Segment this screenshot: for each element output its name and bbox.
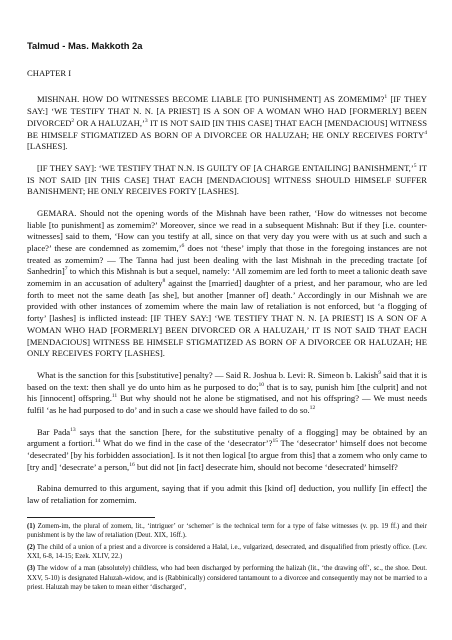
footnote-number: (3) — [27, 565, 36, 573]
footnote-ref[interactable]: 10 — [258, 381, 265, 388]
footnote-number: (1) — [27, 522, 36, 530]
paragraph-text: What do we find in the case of the ‘desecrator’? — [100, 438, 273, 449]
paragraph-gemara-1 — [27, 208, 427, 360]
footnote — [27, 564, 427, 592]
footnote-number: (2) — [27, 544, 36, 552]
body-text — [27, 94, 427, 506]
footnote-ref[interactable]: 2 — [71, 117, 75, 124]
paragraph-gemara-4 — [27, 483, 427, 506]
footnote-ref[interactable]: 9 — [378, 370, 382, 377]
footnotes — [27, 522, 427, 592]
footnote — [27, 522, 427, 540]
paragraph-gemara-3 — [27, 427, 427, 474]
paragraph-text: Bar Pada — [37, 426, 71, 437]
paragraph-text: does not ‘these’ imply that those in the foregoing instances are not treated as zomemim? — The Tanna had just been dealing with the last Mishnah in the preceding tractate [of Sanhedrin] — [27, 243, 428, 277]
footnote-ref[interactable]: 4 — [424, 129, 427, 136]
paragraph-text: that is to say, punish him [the culprit] and not his [innocent] offspring. — [27, 381, 427, 404]
document-title: Talmud - Mas. Makkoth 2a — [27, 40, 143, 51]
footnote-ref[interactable]: 15 — [272, 438, 279, 445]
paragraph-text: But why should not he alone be stigmatised, and not his offspring? — We must needs fulfil ‘as he had purposed to do’ and in such a case we should have failed to do so. — [27, 393, 427, 415]
paragraph-text: The ‘desecrator’ himself does not become ‘desecrated’ [by his forbidden association]. Is it not then logical [to argue from this] that a zomem who only came to [try and] ‘desecrate’ a person, — [27, 438, 427, 472]
paragraph-text: [IF THEY SAY]: ‘WE TESTIFY THAT N.N. IS GUILTY OF [A CHARGE ENTAILING] BANISHMENT,’ — [37, 162, 414, 173]
paragraph-text: [IF THEY SAY:] ‘WE TESTIFY THAT N. N. [A PRIEST] IS A SON OF A WOMAN WHO HAD [FORMERLY] BEEN DIVORCED — [27, 94, 427, 128]
footnote — [27, 543, 427, 561]
paragraph-mishnah-1 — [27, 94, 427, 152]
footnote-ref[interactable]: 5 — [413, 163, 417, 170]
footnote-ref[interactable]: 1 — [384, 94, 388, 101]
footnote-text: The widow of a man (absolutely) childless, who had been discharged by performing the halizah (lit., ‘the drawing off’, sc., the shoe. Deut. XXV, 5-10) is designated Haluzah-widow, and is (Rabbinically) considered tantamount to a divorcee and consequently may not be married to a priest. Haluzah may be taken to mean either ‘discharged’, — [27, 565, 427, 591]
footnote-ref[interactable]: 14 — [94, 438, 101, 445]
paragraph-text: IT IS NOT SAID [IN THIS CASE] THAT EACH [MENDACIOUS] WITNESS BE HIMSELF STIGMATIZED AS BORN OF A DIVORCEE OR HALUZAH; HE ONLY RECEIVES FORTY — [27, 117, 427, 140]
footnote-ref[interactable]: 8 — [162, 278, 166, 285]
paragraph-text: against the [married] daughter of a priest, and her paramour, who are led forth to meet not the same death [as she], but another [manner of] death.’ Accordingly in our Mishnah we are provided with other instances of zomemim where the main law of retaliation is not enforced, but ‘a flogging of forty’ [lashes] is inflicted instead: [IF THEY SAY:] ‘WE TESTIFY THAT N. N. [A PRIEST] IS A SON OF A WOMAN WHO HAD [FORMERLY] BEEN DIVORCED OR A HALUZAH,’ IT IS NOT SAID THAT EACH [MENDACIOUS] WITNESS BE HIMSELF STIGMATIZED AS BORN OF A DIVORCEE OR HALUZAH; HE ONLY RECEIVES FORTY [LASHES]. — [27, 278, 427, 359]
footnote-text: The child of a union of a priest and a divorcee is considered a Halal, i.e., vulgarized, desecrated, and disqualified from priestly office. (Lev. XXI, 6-8, 14-15; Ezek. XLIV, 22.) — [27, 544, 427, 561]
chapter-heading: CHAPTER I — [27, 67, 72, 78]
footnote-ref[interactable]: 16 — [129, 461, 135, 468]
footnote-text: Zomem-im, the plural of zomem, lit., ‘intriguer’ or ‘schemer’ is the technical term for a type of false witnesses (v. pp. 19 ff.) and their punishment is by the law of retaliation (Deut. XIX, 16ff.). — [27, 522, 427, 539]
footnote-divider — [27, 517, 155, 518]
paragraph-text: to which this Mishnah is but a sequel, namely: ‘All zomemim are led forth to meet a talionic death save zomemim in an accusation of adultery — [27, 266, 427, 289]
footnote-ref[interactable]: 11 — [111, 393, 118, 400]
footnote-ref[interactable]: 3 — [144, 117, 148, 124]
paragraph-text: OR A HALUZAH,’ — [74, 117, 145, 128]
paragraph-text: MISHNAH. HOW DO WITNESSES BECOME LIABLE [TO PUNISHMENT] AS ZOMEMIM? — [37, 94, 385, 105]
paragraph-text: IT IS NOT SAID [IN THIS CASE] THAT EACH [MENDACIOUS] WITNESS SHOULD HIMSELF SUFFER BANISHMENT; HE ONLY RECEIVES FORTY [LASHES]. — [27, 162, 427, 197]
paragraph-mishnah-2 — [27, 163, 427, 198]
footnote-ref[interactable]: 13 — [70, 426, 76, 433]
paragraph-text: says that the sanction [here, for the substitutive penalty of a flogging] may be obtained by an argument a fortiori. — [27, 426, 427, 449]
paragraph-text: What is the sanction for this [substitutive] penalty? — Said R. Joshua b. Levi: R. Simeon b. Lakish — [37, 369, 379, 380]
footnote-ref[interactable]: 12 — [309, 405, 316, 412]
paragraph-gemara-2 — [27, 370, 427, 417]
paragraph-text: Rabina demurred to this argument, saying that if you admit this [kind of] deduction, you nullify [in effect] the law of retaliation for zomemim. — [27, 483, 427, 506]
paragraph-text: but did not [in fact] desecrate him, should not become ‘desecrated’ himself? — [134, 461, 398, 472]
footnote-ref[interactable]: 7 — [64, 266, 68, 273]
footnote-ref[interactable]: 6 — [181, 243, 185, 250]
paragraph-text: said that it is based on the text: then shall ye do unto him as he purposed to do; — [27, 369, 427, 392]
paragraph-text: GEMARA. Should not the opening words of the Mishnah have been rather, ‘How do witnesses not become liable [to punishment] as zomemim?’ Moreover, since we read in a subsequent Mishnah: But if they [i.e. counter-witnesses] said to them, ‘How can you testify at all, since on that very day you were with us at such and such a place?’ these are condemned as zomemim,’ — [27, 207, 427, 254]
paragraph-text: [LASHES]. — [27, 141, 68, 152]
